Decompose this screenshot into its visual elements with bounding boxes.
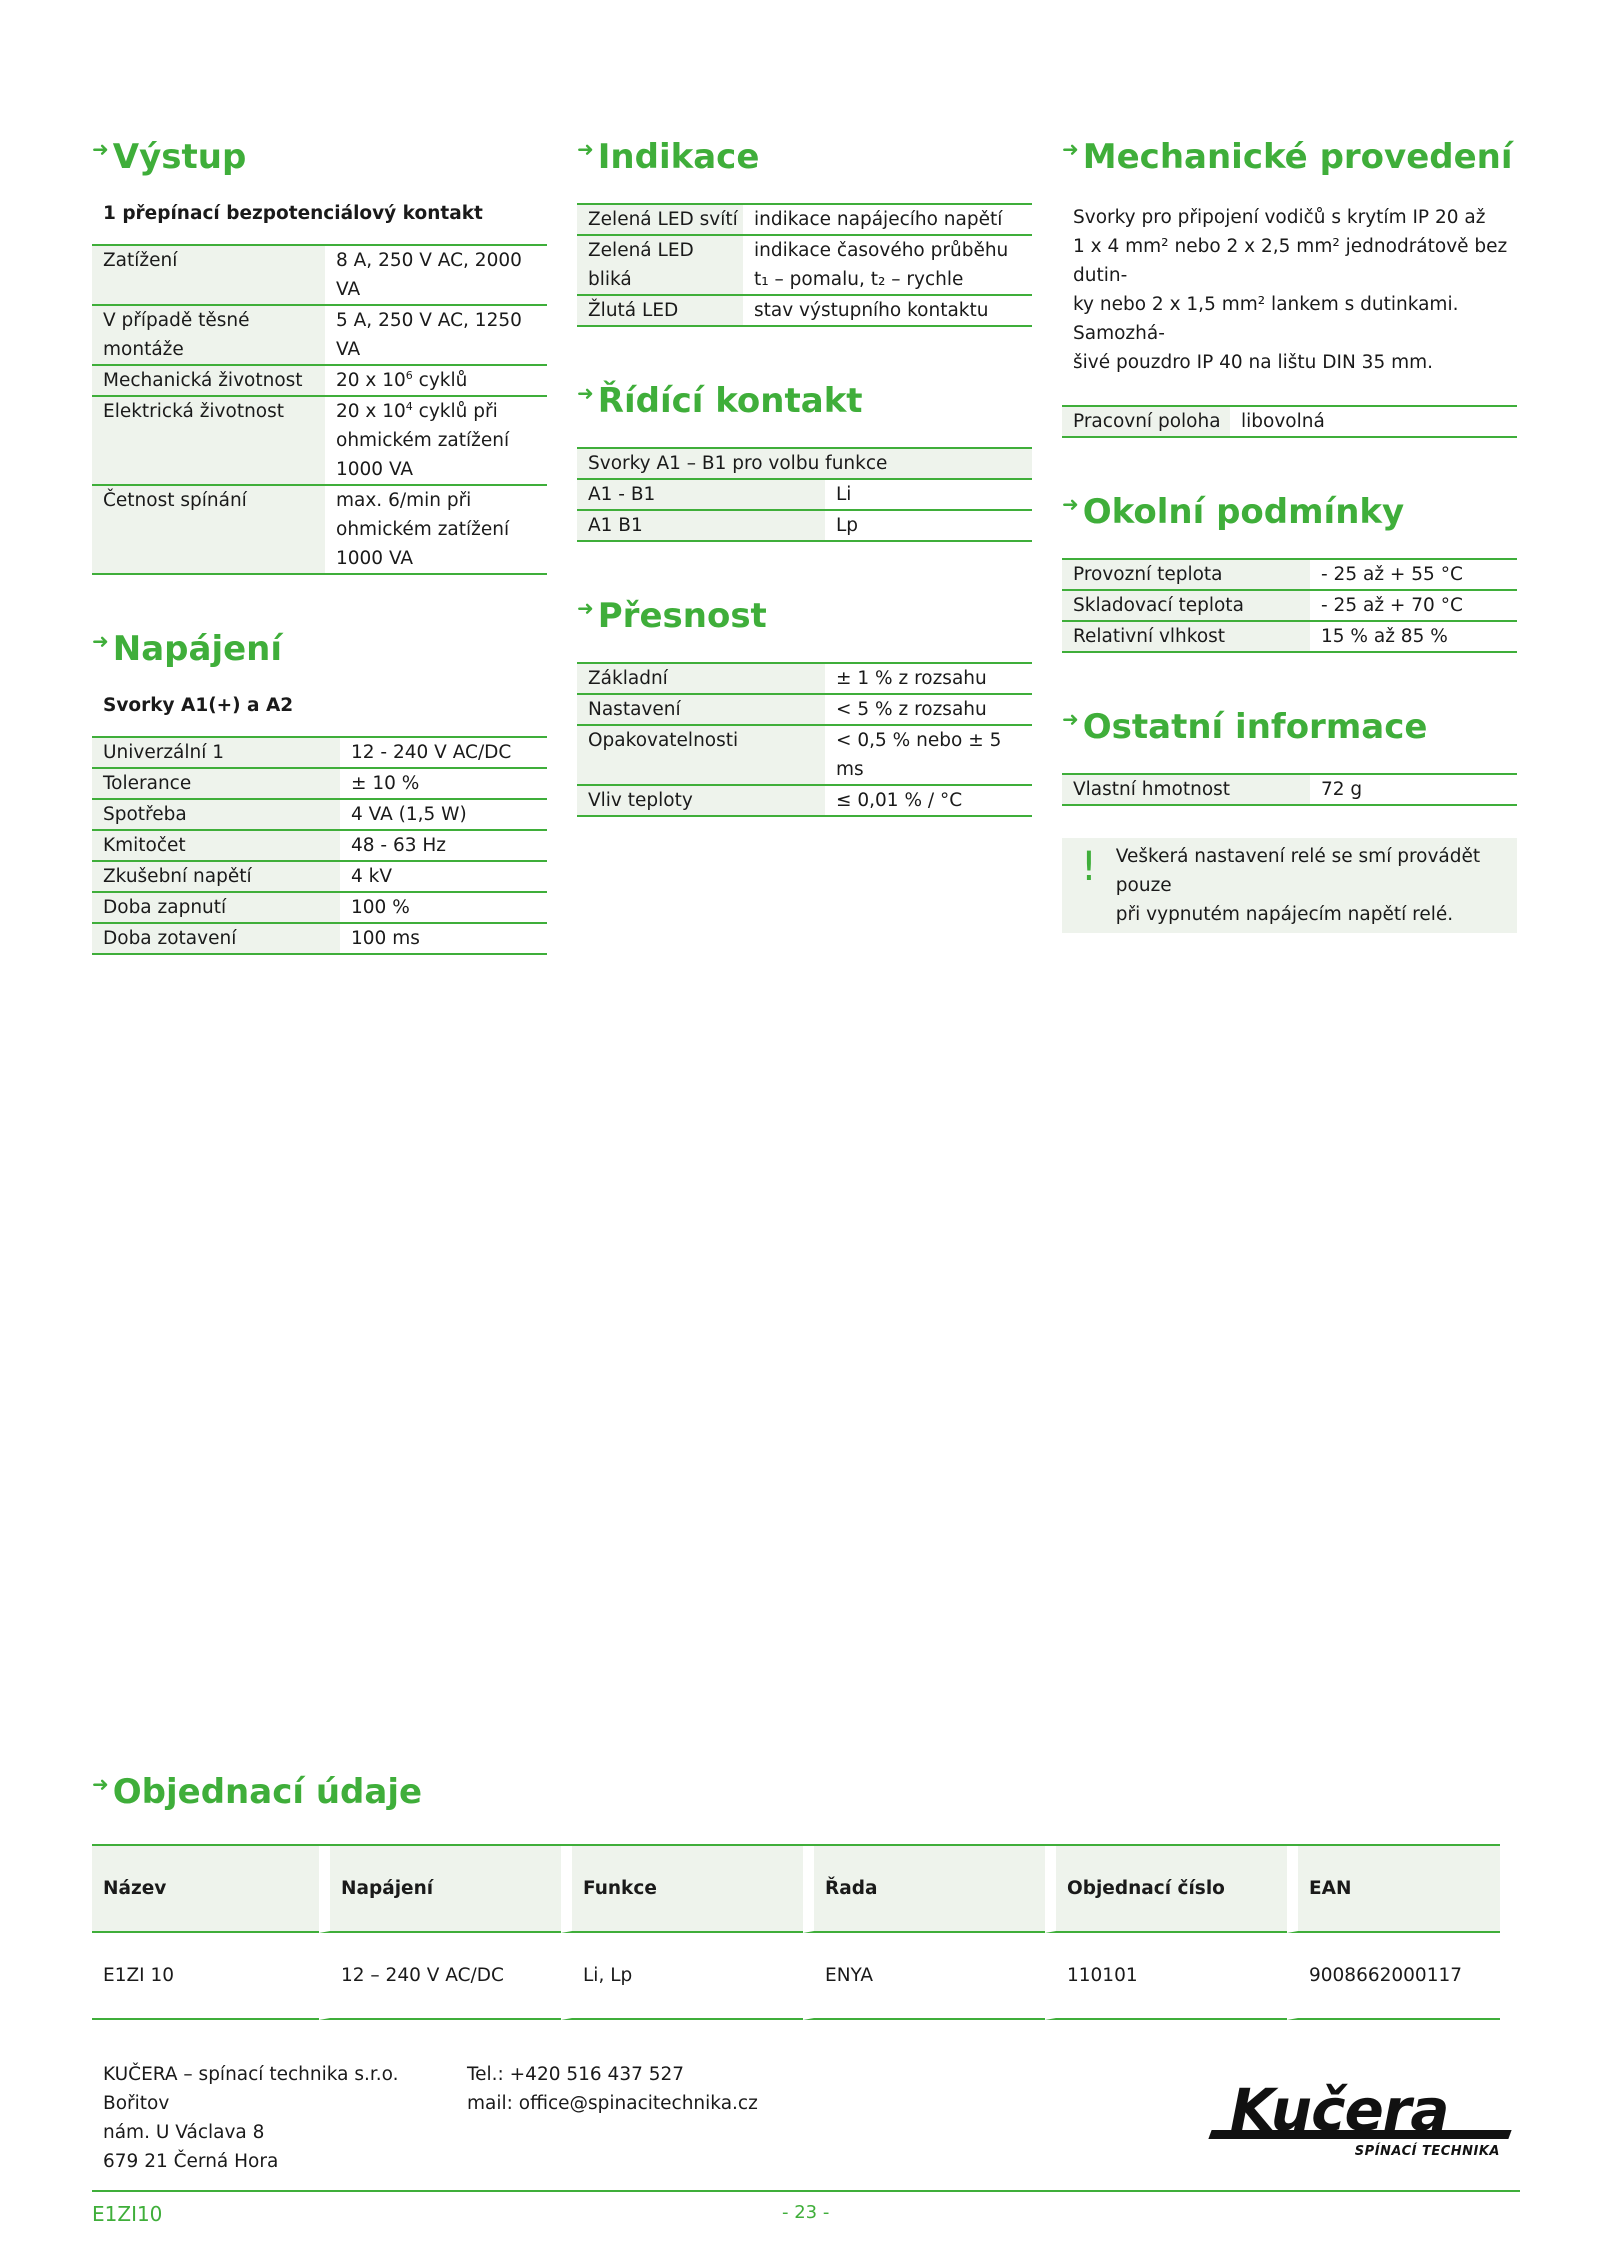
section-heading: Řídící kontakt <box>597 381 863 421</box>
row-label: A1 B1 <box>577 511 825 542</box>
section-vystup <box>92 135 547 575</box>
table-row <box>92 306 547 366</box>
table-row <box>92 769 547 800</box>
section-header <box>92 135 547 187</box>
row-value: 15 % až 85 % <box>1310 622 1517 653</box>
kucera-logo <box>1210 2076 1510 2160</box>
row-value <box>743 236 1032 296</box>
exponent: 6 <box>405 368 413 382</box>
row-label: Opakovatelnosti <box>577 726 825 786</box>
column-2 <box>577 135 1032 869</box>
section-heading: Indikace <box>597 137 760 177</box>
table-header-row: Svorky A1 – B1 pro volbu funkce <box>577 449 1032 480</box>
section-header <box>1062 135 1517 187</box>
arrow-right-icon: ➜ <box>92 137 109 161</box>
paragraph-line: 1 x 4 mm² nebo 2 x 2,5 mm² jednodrátově bez dutin- <box>1073 236 1508 286</box>
row-value: Li <box>825 480 1032 511</box>
row-value: libovolná <box>1230 407 1517 438</box>
column-1 <box>92 135 547 1007</box>
row-value: - 25 až + 55 °C <box>1310 560 1517 591</box>
section-header <box>577 379 1032 431</box>
paragraph-line: šivé pouzdro IP 40 na lištu DIN 35 mm. <box>1073 352 1434 373</box>
row-label: Tolerance <box>92 769 340 800</box>
company-address <box>103 2060 399 2176</box>
arrow-right-icon: ➜ <box>92 1772 109 1796</box>
section-ridici-kontakt <box>577 379 1032 542</box>
arrow-right-icon: ➜ <box>92 629 109 653</box>
product-code: E1ZI10 <box>92 2202 163 2226</box>
row-value: 48 - 63 Hz <box>340 831 547 862</box>
row-value: 100 % <box>340 893 547 924</box>
row-value: 12 - 240 V AC/DC <box>340 738 547 769</box>
exclamation-icon: ! <box>1080 844 1097 890</box>
order-table <box>92 1844 1500 2020</box>
table-row <box>1062 591 1517 622</box>
table-row <box>577 664 1032 695</box>
spec-table <box>577 203 1032 327</box>
value-text: cyklů při <box>412 401 498 422</box>
section-subtitle: 1 přepínací bezpotenciálový kontakt <box>103 203 483 224</box>
section-heading: Okolní podmínky <box>1082 492 1405 532</box>
row-label: Kmitočet <box>92 831 340 862</box>
table-row <box>92 366 547 397</box>
table-row <box>92 800 547 831</box>
value-text: max. 6/min při <box>336 490 472 511</box>
section-header <box>577 135 1032 187</box>
row-label: Relativní vlhkost <box>1062 622 1310 653</box>
table-cell: 9008662000117 <box>1287 1933 1500 2020</box>
table-row <box>577 786 1032 817</box>
paragraph-line: ky nebo 2 x 1,5 mm² lankem s dutinkami. Samozhá- <box>1073 294 1459 344</box>
table-row <box>1062 407 1517 438</box>
row-value: 8 A, 250 V AC, 2000 VA <box>325 246 547 306</box>
row-label: Provozní teplota <box>1062 560 1310 591</box>
value-text: 1000 VA <box>336 548 414 569</box>
spec-table <box>1062 558 1517 653</box>
row-value <box>325 366 547 397</box>
row-label: Doba zotavení <box>92 924 340 955</box>
value-text: t₁ – pomalu, t₂ – rychle <box>754 269 964 290</box>
table-cell: Li, Lp <box>561 1933 803 2020</box>
arrow-right-icon: ➜ <box>1062 137 1079 161</box>
row-label: Žlutá LED <box>577 296 743 327</box>
exponent: 4 <box>405 399 413 413</box>
row-value: ± 1 % z rozsahu <box>825 664 1032 695</box>
row-value <box>325 486 547 575</box>
section-heading: Mechanické provedení <box>1082 137 1513 177</box>
spec-table <box>92 244 547 575</box>
row-value <box>325 397 547 486</box>
section-indikace <box>577 135 1032 327</box>
row-value: - 25 až + 70 °C <box>1310 591 1517 622</box>
row-label: A1 - B1 <box>577 480 825 511</box>
row-label: Základní <box>577 664 825 695</box>
table-row <box>92 924 547 955</box>
value-text: 1000 VA <box>336 459 414 480</box>
column-header: Název <box>92 1846 319 1933</box>
column-header: Napájení <box>319 1846 561 1933</box>
column-header: EAN <box>1287 1846 1500 1933</box>
section-presnost <box>577 594 1032 817</box>
table-row <box>92 831 547 862</box>
row-value: Lp <box>825 511 1032 542</box>
section-okolni-podminky <box>1062 490 1517 653</box>
spec-table <box>1062 405 1517 438</box>
row-label: Pracovní poloha <box>1062 407 1230 438</box>
section-heading: Ostatní informace <box>1082 707 1428 747</box>
value-text: ohmickém zatížení <box>336 430 510 451</box>
warning-note <box>1062 838 1517 933</box>
table-row <box>92 397 547 486</box>
row-label: Vlastní hmotnost <box>1062 775 1310 806</box>
row-value: 4 kV <box>340 862 547 893</box>
phone: Tel.: +420 516 437 527 <box>467 2064 685 2085</box>
section-header <box>92 1770 1500 1822</box>
table-row <box>1062 775 1517 806</box>
address-line: Bořitov <box>103 2093 170 2114</box>
section-header <box>1062 490 1517 542</box>
table-cell: E1ZI 10 <box>92 1933 319 2020</box>
section-header <box>92 627 547 679</box>
table-row <box>577 726 1032 786</box>
table-row <box>92 862 547 893</box>
section-mechanicke-provedeni <box>1062 135 1517 438</box>
section-paragraph <box>1062 203 1517 377</box>
table-row <box>577 236 1032 296</box>
row-label: Zkušební napětí <box>92 862 340 893</box>
section-header <box>577 594 1032 646</box>
table-row <box>577 695 1032 726</box>
arrow-right-icon: ➜ <box>577 596 594 620</box>
warning-line: Veškerá nastavení relé se smí provádět pouze <box>1115 846 1481 896</box>
row-label: Elektrická životnost <box>92 397 325 486</box>
row-label: Zelená LED svítí <box>577 205 743 236</box>
table-row <box>577 511 1032 542</box>
value-text: cyklů <box>412 370 468 391</box>
company-name: KUČERA – spínací technika s.r.o. <box>103 2064 399 2085</box>
address-line: 679 21 Černá Hora <box>103 2151 279 2172</box>
table-row <box>577 480 1032 511</box>
row-label: Vliv teploty <box>577 786 825 817</box>
section-heading: Napájení <box>112 629 283 669</box>
table-row <box>1062 622 1517 653</box>
arrow-right-icon: ➜ <box>1062 492 1079 516</box>
column-3 <box>1062 135 1517 985</box>
row-value: 100 ms <box>340 924 547 955</box>
row-value: ± 10 % <box>340 769 547 800</box>
column-header: Objednací číslo <box>1045 1846 1287 1933</box>
row-value: 5 A, 250 V AC, 1250 VA <box>325 306 547 366</box>
row-label: Nastavení <box>577 695 825 726</box>
arrow-right-icon: ➜ <box>577 137 594 161</box>
value-text: ohmickém zatížení <box>336 519 510 540</box>
column-header: Funkce <box>561 1846 803 1933</box>
logo-tagline: SPÍNACÍ TECHNIKA <box>1354 2144 1500 2159</box>
table-row <box>92 893 547 924</box>
table-row <box>92 246 547 306</box>
table-row <box>577 205 1032 236</box>
arrow-right-icon: ➜ <box>577 381 594 405</box>
row-value: 72 g <box>1310 775 1517 806</box>
row-value: indikace napájecího napětí <box>743 205 1032 236</box>
row-label: Spotřeba <box>92 800 340 831</box>
email: mail: office@spinacitechnika.cz <box>467 2093 758 2114</box>
row-label: Mechanická životnost <box>92 366 325 397</box>
row-value: ≤ 0,01 % / °C <box>825 786 1032 817</box>
section-heading: Objednací údaje <box>112 1772 423 1812</box>
table-row <box>577 296 1032 327</box>
table-row <box>92 1933 1500 2020</box>
arrow-right-icon: ➜ <box>1062 707 1079 731</box>
value-text: 20 x 10 <box>336 401 406 422</box>
row-label: Zatížení <box>92 246 325 306</box>
table-cell: ENYA <box>803 1933 1045 2020</box>
value-text: 20 x 10 <box>336 370 406 391</box>
row-label: Skladovací teplota <box>1062 591 1310 622</box>
row-label: V případě těsné montáže <box>92 306 325 366</box>
paragraph-line: Svorky pro připojení vodičů s krytím IP 20 až <box>1073 207 1486 228</box>
logo-wordmark: Kučera <box>1230 2076 1449 2144</box>
row-label: Zelená LED bliká <box>577 236 743 296</box>
section-ostatni-informace <box>1062 705 1517 933</box>
table-header-row <box>92 1846 1500 1933</box>
row-value: 4 VA (1,5 W) <box>340 800 547 831</box>
table-row <box>1062 560 1517 591</box>
spec-table <box>577 447 1032 542</box>
section-header <box>1062 705 1517 757</box>
section-heading: Přesnost <box>597 596 767 636</box>
row-label: Četnost spínání <box>92 486 325 575</box>
section-objednaci-udaje <box>92 1770 1500 2020</box>
table-row <box>92 486 547 575</box>
spec-table <box>577 662 1032 817</box>
section-napajeni <box>92 627 547 955</box>
row-value: < 0,5 % nebo ± 5 ms <box>825 726 1032 786</box>
row-value: < 5 % z rozsahu <box>825 695 1032 726</box>
page-number: - 23 - <box>782 2202 830 2223</box>
section-subtitle: Svorky A1(+) a A2 <box>103 695 294 716</box>
company-contact <box>467 2060 758 2118</box>
table-row <box>577 449 1032 480</box>
address-line: nám. U Václava 8 <box>103 2122 265 2143</box>
row-label: Univerzální 1 <box>92 738 340 769</box>
spec-table <box>1062 773 1517 806</box>
table-row <box>92 738 547 769</box>
spec-table <box>92 736 547 955</box>
warning-text <box>1116 842 1511 929</box>
row-value: stav výstupního kontaktu <box>743 296 1032 327</box>
value-text: indikace časového průběhu <box>754 240 1009 261</box>
table-cell: 12 – 240 V AC/DC <box>319 1933 561 2020</box>
warning-line: při vypnutém napájecím napětí relé. <box>1115 904 1454 925</box>
column-header: Řada <box>803 1846 1045 1933</box>
table-cell: 110101 <box>1045 1933 1287 2020</box>
row-label: Doba zapnutí <box>92 893 340 924</box>
section-heading: Výstup <box>112 137 247 177</box>
page-footer <box>92 2190 1520 2232</box>
